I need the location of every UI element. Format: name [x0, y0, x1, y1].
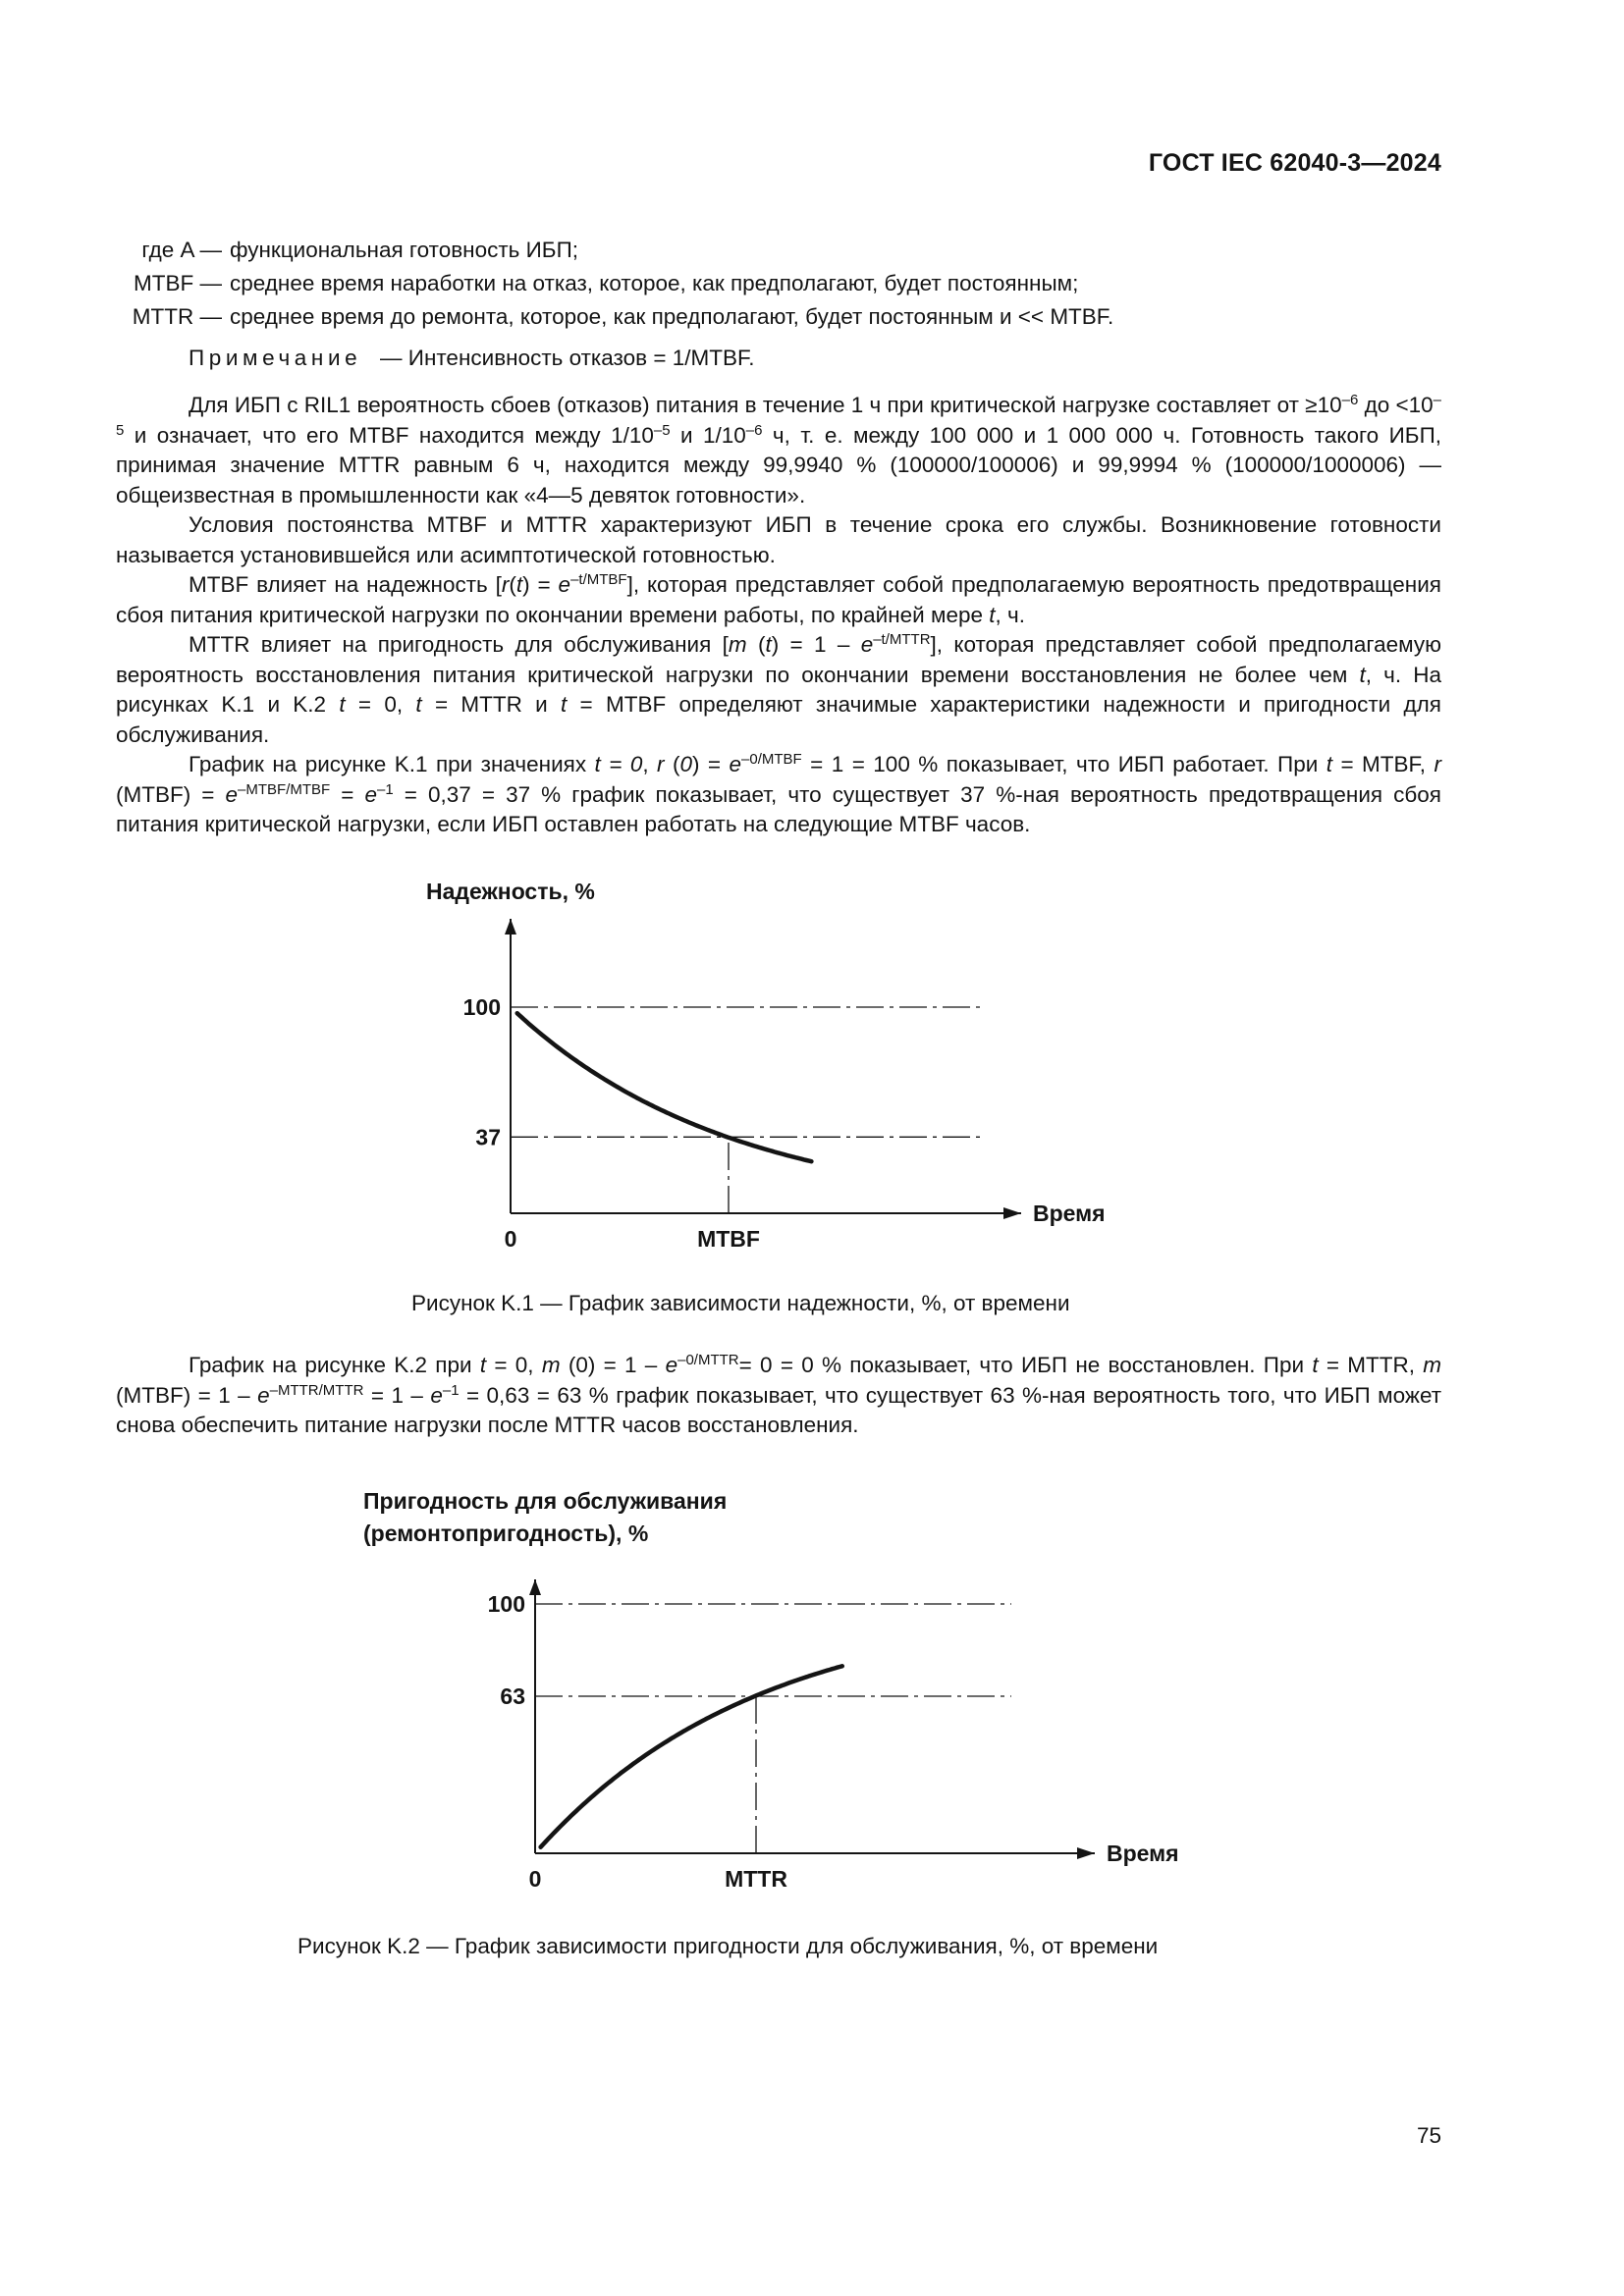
- body-text-mid: [116, 1351, 1441, 1441]
- y-tick-label: 100: [462, 994, 501, 1020]
- body-text-top: [116, 391, 1441, 840]
- definition-text: функциональная готовность ИБП;: [230, 238, 578, 262]
- paragraph: MTTR влияет на пригодность для обслуживания [m $(t) = 1 - e^{-t/MTTR}$], которая представляет собой предполагаемую вероятность восстановления питания критической нагрузки по окончании времени восстановления не более чем t, ч. На рисунках K.1 и K.2 t = 0, t = MTTR и t = MTBF определяют значимые характеристики надежности и пригодности для обслуживания.: [116, 631, 1441, 747]
- y-tick-label: 63: [500, 1682, 525, 1709]
- x-tick-label: MTBF: [697, 1226, 760, 1252]
- definition-text: среднее время наработки на отказ, которое, как предполагают, будет постоянным;: [230, 271, 1079, 295]
- figure-k2-chart: [353, 1477, 1218, 1899]
- definition-item: [116, 234, 1113, 267]
- paragraph: Условия постоянства MTBF и MTTR характеризуют ИБП в течение срока его службы. Возникновение готовности называется установившейся или асимптотической готовностью.: [116, 512, 1441, 567]
- x-tick-label: 0: [504, 1226, 517, 1252]
- figure-caption: Рисунок K.2 — График зависимости пригодности для обслуживания, %, от времени: [298, 1934, 1159, 1958]
- paragraph: MTBF влияет на надежность $[r(t) = e^{-t/MTBF}]$, которая представляет собой предполагаемую вероятность предотвращения сбоя питания критической нагрузки по окончании времени работы, по крайней мере t, ч.: [116, 571, 1441, 627]
- data-series-line: [541, 1666, 842, 1846]
- y-tick-label: 37: [475, 1124, 501, 1150]
- document-header: ГОСТ IEC 62040-3—2024: [1148, 149, 1441, 177]
- x-axis-label: Время: [1033, 1201, 1106, 1226]
- y-axis-arrow-icon: [505, 919, 516, 934]
- x-axis-arrow-icon: [1077, 1847, 1095, 1859]
- x-tick-label: MTTR: [725, 1866, 787, 1892]
- figure-k1-chart: [393, 864, 1178, 1266]
- y-axis-label-line2: (ремонтопригодность), %: [363, 1521, 649, 1546]
- note-label: Примечание: [189, 346, 362, 370]
- definition-term: MTTR —: [132, 304, 222, 329]
- paragraph: График на рисунке K.1 при значениях t = 0, r $(0) = e^{-0/MTBF} = 1 = 100$ % показывает, что ИБП работает. При t = MTBF, r (MTBF) = $e^{-MTBF/MTBF} = e^{-1} = 0,37 = 37$ % график показывает, что существует 37 %-ная вероятность предотвращения сбоя питания критической нагрузки, если ИБП оставлен работать на следующие MTBF часов.: [116, 751, 1441, 836]
- note-text: — Интенсивность отказов = 1/MTBF.: [380, 346, 755, 370]
- definition-term: где A —: [141, 238, 222, 262]
- y-axis-label: Надежность, %: [426, 879, 595, 904]
- figure-caption: Рисунок K.1 — График зависимости надежности, %, от времени: [411, 1291, 1070, 1315]
- definition-item: [116, 267, 1113, 300]
- y-tick-label: 100: [487, 1591, 525, 1617]
- y-axis-label-line1: Пригодность для обслуживания: [363, 1488, 728, 1514]
- page-number: 75: [1416, 2123, 1441, 2148]
- x-tick-label: 0: [528, 1866, 542, 1892]
- definition-text: среднее время до ремонта, которое, как предполагают, будет постоянным и << MTBF.: [230, 304, 1114, 329]
- note: [189, 346, 754, 371]
- paragraph: График на рисунке K.2 при t = 0, m $(0) = 1 - e^{-0/MTTR}= 0 = 0$ % показывает, что ИБП не восстановлен. При t = MTTR, m (MTBF) = $1 - e^{-MTTR/MTTR} = 1 - e^{-1} = 0,63 = 63$ % график показывает, что существует 63 %-ная вероятность того, что ИБП может снова обеспечить питание нагрузки после MTTR часов восстановления.: [116, 1352, 1442, 1437]
- definition-term: MTBF —: [134, 271, 222, 295]
- y-axis-arrow-icon: [529, 1579, 541, 1595]
- data-series-line: [517, 1013, 812, 1161]
- definitions-list: [116, 234, 1113, 334]
- x-axis-label: Время: [1107, 1841, 1179, 1866]
- x-axis-arrow-icon: [1003, 1207, 1021, 1219]
- paragraph: Для ИБП с RIL1 вероятность сбоев (отказов) питания в течение 1 ч при критической нагрузке составляет от $\ge 10^{-6}$ до $<10^{-5}$ и означает, что его MTBF находится между $1/10^{-5}$ и $1/10^{-6}$ ч, т. е. между 100 000 и 1 000 000 ч. Готовность такого ИБП, принимая значение MTTR равным 6 ч, находится между 99,9940 % (100000/100006) и 99,9994 % (100000/1000006) — общеизвестная в промышленности как «4—5 девяток готовности».: [116, 392, 1442, 507]
- definition-item: [116, 300, 1113, 334]
